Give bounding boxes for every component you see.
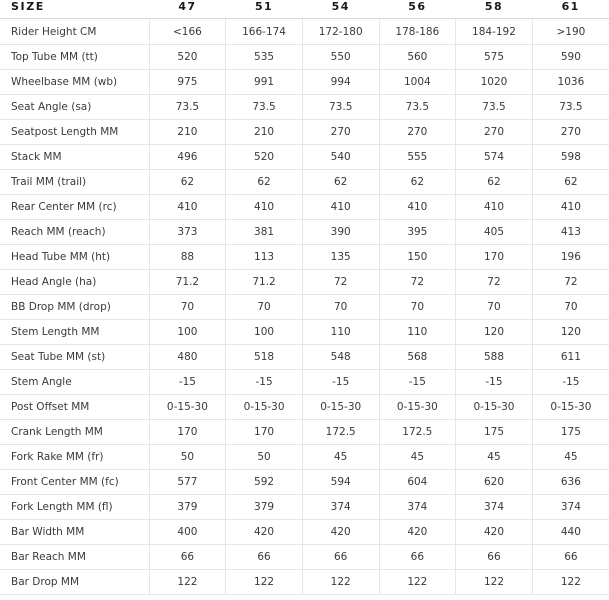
- table-cell: 0-15-30: [302, 395, 379, 420]
- table-cell: 420: [302, 520, 379, 545]
- table-cell: 120: [456, 320, 533, 345]
- table-cell: 592: [226, 470, 303, 495]
- table-cell: 73.5: [379, 95, 456, 120]
- row-label: Bar Drop MM: [0, 570, 149, 595]
- table-cell: 66: [379, 545, 456, 570]
- row-label: Seat Tube MM (st): [0, 345, 149, 370]
- table-cell: 381: [226, 220, 303, 245]
- table-cell: 170: [456, 245, 533, 270]
- table-row: [0, 270, 609, 295]
- table-cell: 135: [302, 245, 379, 270]
- table-cell: 72: [456, 270, 533, 295]
- table-cell: 170: [149, 420, 226, 445]
- row-label: Trail MM (trail): [0, 170, 149, 195]
- table-cell: 400: [149, 520, 226, 545]
- table-row: [0, 170, 609, 195]
- table-cell: 120: [532, 320, 609, 345]
- size-header-54: 54: [302, 0, 379, 19]
- table-cell: 550: [302, 45, 379, 70]
- table-cell: 45: [532, 445, 609, 470]
- table-cell: 555: [379, 145, 456, 170]
- table-cell: 374: [456, 495, 533, 520]
- header-row: [0, 0, 609, 19]
- table-cell: 73.5: [302, 95, 379, 120]
- table-cell: 611: [532, 345, 609, 370]
- table-row: [0, 470, 609, 495]
- table-cell: 62: [456, 170, 533, 195]
- table-cell: 88: [149, 245, 226, 270]
- table-cell: 413: [532, 220, 609, 245]
- table-cell: 72: [302, 270, 379, 295]
- table-row: [0, 445, 609, 470]
- table-cell: 62: [149, 170, 226, 195]
- size-header-61: 61: [532, 0, 609, 19]
- table-cell: 568: [379, 345, 456, 370]
- table-cell: 0-15-30: [149, 395, 226, 420]
- table-cell: 420: [456, 520, 533, 545]
- size-header-51: 51: [226, 0, 303, 19]
- table-cell: 66: [532, 545, 609, 570]
- table-cell: 66: [226, 545, 303, 570]
- table-cell: 184-192: [456, 19, 533, 45]
- row-label: Fork Rake MM (fr): [0, 445, 149, 470]
- table-cell: 410: [532, 195, 609, 220]
- table-cell: 410: [379, 195, 456, 220]
- table-row: [0, 220, 609, 245]
- row-label: Rear Center MM (rc): [0, 195, 149, 220]
- row-label: BB Drop MM (drop): [0, 295, 149, 320]
- table-cell: 70: [149, 295, 226, 320]
- table-row: [0, 19, 609, 45]
- table-row: [0, 495, 609, 520]
- table-row: [0, 195, 609, 220]
- row-label: Bar Reach MM: [0, 545, 149, 570]
- table-row: [0, 520, 609, 545]
- table-cell: 62: [226, 170, 303, 195]
- table-cell: 373: [149, 220, 226, 245]
- table-cell: 50: [226, 445, 303, 470]
- table-cell: 45: [379, 445, 456, 470]
- table-cell: 72: [379, 270, 456, 295]
- table-cell: 379: [226, 495, 303, 520]
- row-label: Seatpost Length MM: [0, 120, 149, 145]
- table-cell: 420: [379, 520, 456, 545]
- table-cell: 113: [226, 245, 303, 270]
- table-cell: 1020: [456, 70, 533, 95]
- table-cell: 560: [379, 45, 456, 70]
- row-label: Stem Angle: [0, 370, 149, 395]
- table-cell: 66: [456, 545, 533, 570]
- table-row: [0, 45, 609, 70]
- table-cell: 72: [532, 270, 609, 295]
- table-cell: 535: [226, 45, 303, 70]
- table-cell: 991: [226, 70, 303, 95]
- table-cell: 62: [532, 170, 609, 195]
- table-cell: 390: [302, 220, 379, 245]
- table-cell: 575: [456, 45, 533, 70]
- table-row: [0, 320, 609, 345]
- table-cell: 410: [226, 195, 303, 220]
- row-label: Post Offset MM: [0, 395, 149, 420]
- table-cell: 480: [149, 345, 226, 370]
- table-cell: 379: [149, 495, 226, 520]
- table-cell: 122: [379, 570, 456, 595]
- size-header-58: 58: [456, 0, 533, 19]
- table-cell: 122: [302, 570, 379, 595]
- table-row: [0, 120, 609, 145]
- table-cell: 62: [379, 170, 456, 195]
- table-cell: 590: [532, 45, 609, 70]
- table-row: [0, 95, 609, 120]
- table-body: [0, 19, 609, 595]
- table-row: [0, 545, 609, 570]
- table-cell: 70: [226, 295, 303, 320]
- row-label: Crank Length MM: [0, 420, 149, 445]
- table-row: [0, 420, 609, 445]
- table-row: [0, 370, 609, 395]
- table-cell: 45: [302, 445, 379, 470]
- table-cell: >190: [532, 19, 609, 45]
- table-cell: 110: [379, 320, 456, 345]
- table-cell: 175: [456, 420, 533, 445]
- table-cell: 270: [532, 120, 609, 145]
- table-cell: 604: [379, 470, 456, 495]
- row-label: Head Tube MM (ht): [0, 245, 149, 270]
- row-label: Rider Height CM: [0, 19, 149, 45]
- table-cell: 175: [532, 420, 609, 445]
- table-cell: 70: [532, 295, 609, 320]
- table-cell: 172.5: [302, 420, 379, 445]
- table-cell: 73.5: [456, 95, 533, 120]
- table-cell: 548: [302, 345, 379, 370]
- table-row: [0, 145, 609, 170]
- table-cell: 410: [456, 195, 533, 220]
- table-cell: 170: [226, 420, 303, 445]
- table-cell: 975: [149, 70, 226, 95]
- table-cell: 178-186: [379, 19, 456, 45]
- table-cell: 73.5: [149, 95, 226, 120]
- table-cell: 270: [456, 120, 533, 145]
- table-cell: 374: [302, 495, 379, 520]
- table-cell: 540: [302, 145, 379, 170]
- size-header-47: 47: [149, 0, 226, 19]
- table-cell: 66: [149, 545, 226, 570]
- table-cell: 420: [226, 520, 303, 545]
- table-header: [0, 0, 609, 19]
- table-cell: -15: [532, 370, 609, 395]
- table-cell: 62: [302, 170, 379, 195]
- row-label: Stem Length MM: [0, 320, 149, 345]
- table-cell: 210: [149, 120, 226, 145]
- table-cell: 577: [149, 470, 226, 495]
- table-cell: -15: [379, 370, 456, 395]
- table-cell: 122: [532, 570, 609, 595]
- table-cell: -15: [302, 370, 379, 395]
- table-row: [0, 345, 609, 370]
- table-cell: 594: [302, 470, 379, 495]
- row-label: Reach MM (reach): [0, 220, 149, 245]
- table-cell: 1036: [532, 70, 609, 95]
- table-cell: 598: [532, 145, 609, 170]
- table-cell: 172-180: [302, 19, 379, 45]
- table-cell: 520: [149, 45, 226, 70]
- table-cell: 410: [302, 195, 379, 220]
- row-label: Front Center MM (fc): [0, 470, 149, 495]
- table-row: [0, 245, 609, 270]
- row-label: Seat Angle (sa): [0, 95, 149, 120]
- table-cell: 66: [302, 545, 379, 570]
- table-cell: 73.5: [226, 95, 303, 120]
- row-label: Stack MM: [0, 145, 149, 170]
- table-cell: 0-15-30: [532, 395, 609, 420]
- table-cell: 122: [456, 570, 533, 595]
- table-cell: 73.5: [532, 95, 609, 120]
- table-cell: 410: [149, 195, 226, 220]
- table-cell: 166-174: [226, 19, 303, 45]
- table-cell: 110: [302, 320, 379, 345]
- table-cell: 405: [456, 220, 533, 245]
- table-cell: 100: [226, 320, 303, 345]
- table-cell: -15: [149, 370, 226, 395]
- table-cell: 518: [226, 345, 303, 370]
- table-cell: 50: [149, 445, 226, 470]
- table-cell: 496: [149, 145, 226, 170]
- table-cell: 374: [532, 495, 609, 520]
- table-cell: 0-15-30: [456, 395, 533, 420]
- table-row: [0, 295, 609, 320]
- table-cell: 70: [302, 295, 379, 320]
- table-cell: 588: [456, 345, 533, 370]
- table-cell: 440: [532, 520, 609, 545]
- table-cell: 0-15-30: [226, 395, 303, 420]
- table-cell: 70: [379, 295, 456, 320]
- table-cell: <166: [149, 19, 226, 45]
- row-label: Bar Width MM: [0, 520, 149, 545]
- table-cell: 172.5: [379, 420, 456, 445]
- table-cell: 270: [302, 120, 379, 145]
- table-cell: 71.2: [226, 270, 303, 295]
- table-cell: -15: [226, 370, 303, 395]
- table-cell: 620: [456, 470, 533, 495]
- table-row: [0, 70, 609, 95]
- table-cell: 122: [226, 570, 303, 595]
- table-cell: 210: [226, 120, 303, 145]
- table-cell: 150: [379, 245, 456, 270]
- table-cell: 520: [226, 145, 303, 170]
- table-row: [0, 395, 609, 420]
- table-cell: 994: [302, 70, 379, 95]
- table-cell: 100: [149, 320, 226, 345]
- table-cell: 70: [456, 295, 533, 320]
- table-cell: 636: [532, 470, 609, 495]
- table-cell: 374: [379, 495, 456, 520]
- table-cell: 574: [456, 145, 533, 170]
- table-cell: 45: [456, 445, 533, 470]
- table-cell: 196: [532, 245, 609, 270]
- row-label: Top Tube MM (tt): [0, 45, 149, 70]
- row-label: Fork Length MM (fl): [0, 495, 149, 520]
- table-cell: 122: [149, 570, 226, 595]
- table-cell: -15: [456, 370, 533, 395]
- size-header-label: SIZE: [0, 0, 149, 19]
- table-cell: 395: [379, 220, 456, 245]
- table-row: [0, 570, 609, 595]
- table-cell: 1004: [379, 70, 456, 95]
- table-cell: 0-15-30: [379, 395, 456, 420]
- row-label: Head Angle (ha): [0, 270, 149, 295]
- size-header-56: 56: [379, 0, 456, 19]
- table-cell: 71.2: [149, 270, 226, 295]
- row-label: Wheelbase MM (wb): [0, 70, 149, 95]
- table-cell: 270: [379, 120, 456, 145]
